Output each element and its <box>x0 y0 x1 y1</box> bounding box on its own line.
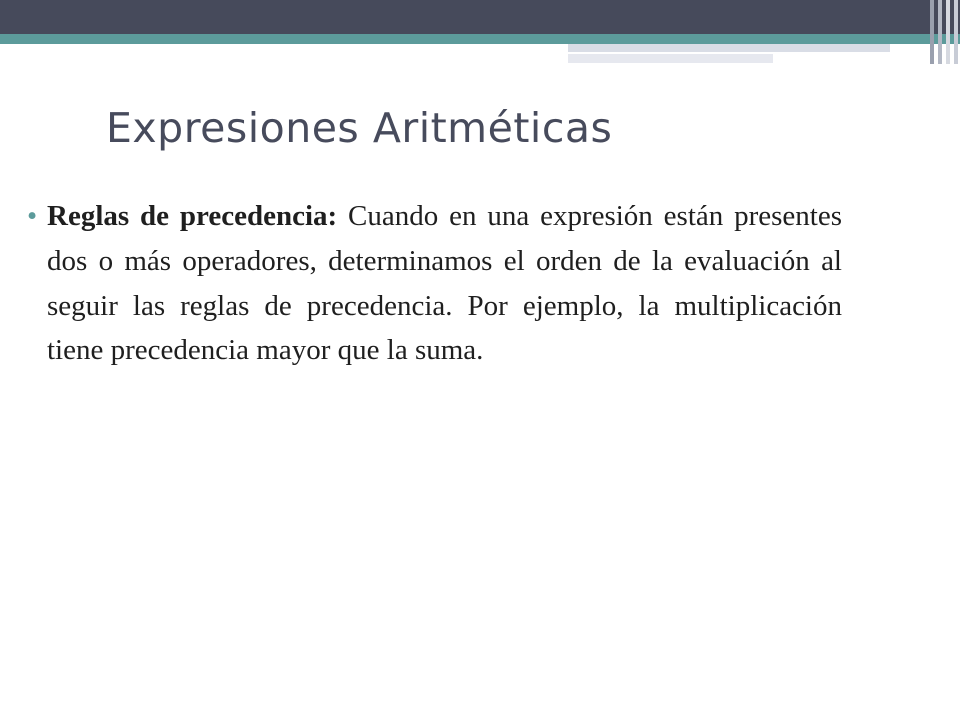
header-vertical-stripes <box>930 0 960 64</box>
header-teal-bar <box>0 34 960 44</box>
vertical-stripe <box>930 0 934 64</box>
bullet-lead-text: Reglas de precedencia: <box>47 200 338 232</box>
slide-content <box>24 194 842 373</box>
vertical-stripe <box>954 0 958 64</box>
bullet-body-text: Cuando en una expresión están presentes dos o más operadores, determinamos el orden de la evaluación al seguir las reglas de precedencia. Por ejemplo, la multiplicación tiene precedencia mayor que la suma. <box>47 200 843 367</box>
header-lighter-bar <box>568 54 773 63</box>
bullet-item <box>24 194 842 373</box>
header-white-strip <box>0 44 568 48</box>
header-dark-bar <box>0 0 960 34</box>
vertical-stripe <box>946 0 950 64</box>
header-light-bar <box>568 44 890 52</box>
bullet-marker: • <box>27 200 38 232</box>
vertical-stripe <box>938 0 942 64</box>
slide-title: Expresiones Aritméticas <box>106 104 613 152</box>
